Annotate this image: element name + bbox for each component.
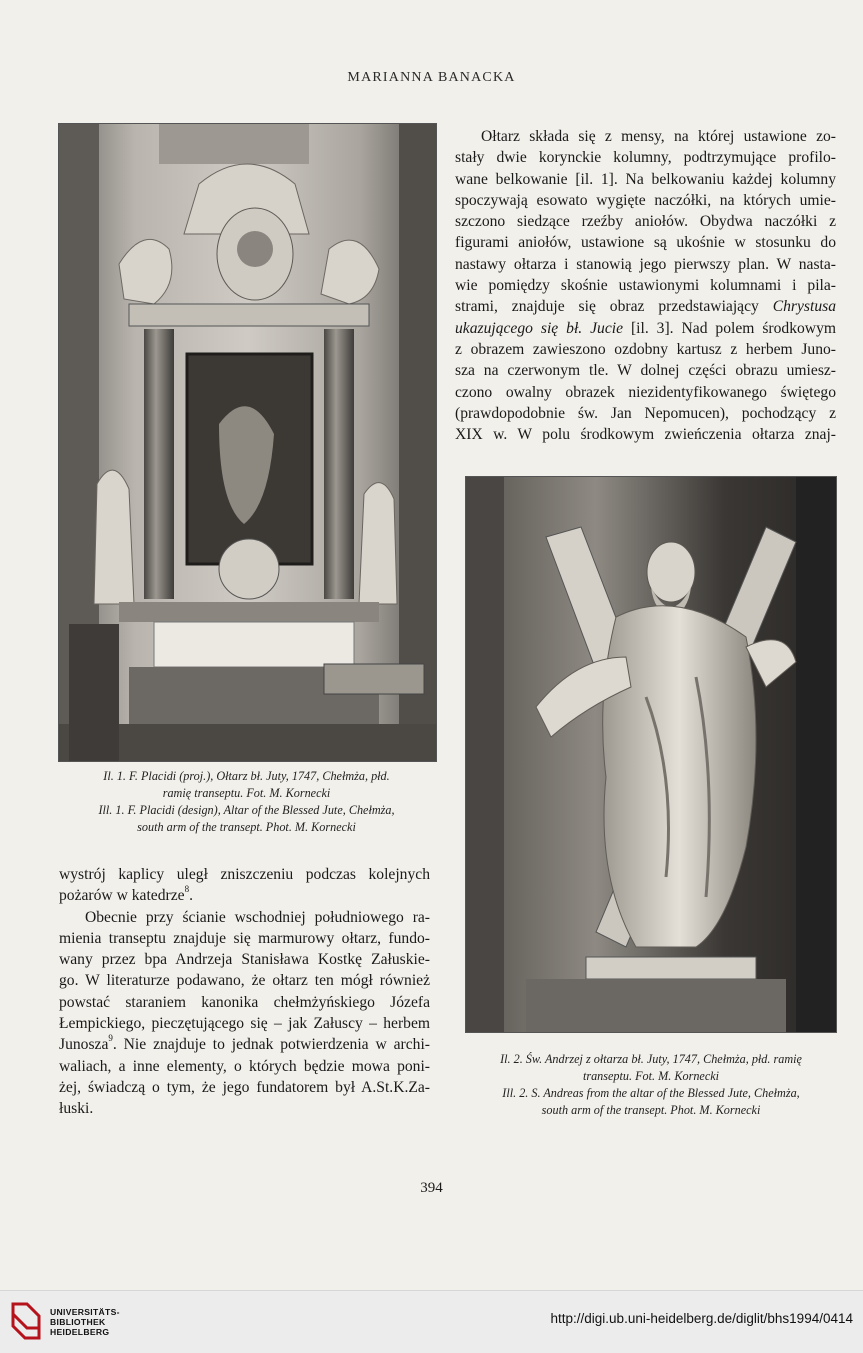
text-line: (prawdopodobnie św. Jan Nepomucen), pochodzący z bbox=[455, 404, 836, 422]
library-logo-text[interactable] bbox=[50, 1307, 120, 1337]
text-line: z obrazem zawieszono ozdobny kartusz z herbem Juno- bbox=[455, 340, 836, 358]
text-line: stały dwie korynckie kolumny, podtrzymujące profilo- bbox=[455, 149, 836, 167]
text-line: pożarów w katedrze$^8$. bbox=[59, 884, 193, 905]
text-line: figurami aniołów, ustawione są ukośnie w stosunku do bbox=[455, 234, 836, 252]
text-line: Ołtarz składa się z mensy, na której ustawione zo- bbox=[481, 128, 836, 145]
logo-line: BIBLIOTHEK bbox=[50, 1317, 106, 1327]
viewer-footer bbox=[0, 1290, 863, 1353]
caption-pl-line: transeptu. Fot. M. Kornecki bbox=[582, 1069, 720, 1083]
text-line: go. W literaturze podawano, że ołtarz ten mógł również bbox=[59, 972, 430, 990]
text-line: czono owalny obrazek niezidentyfikowanego świętego bbox=[455, 383, 836, 401]
text-line: spoczywają esowato wygięte naczółki, na których umie- bbox=[455, 191, 836, 209]
text-line bbox=[59, 1034, 430, 1055]
caption-pl-line: Il. 2. Św. Andrzej z ołtarza bł. Juty, 1747, Chełmża, płd. ramię bbox=[500, 1052, 802, 1066]
text-line: waliach, a inne elementy, o których będzie mowa poni- bbox=[59, 1057, 430, 1075]
altar-photo-illustration bbox=[59, 124, 436, 761]
italic-title: Chrystusa bbox=[772, 298, 836, 316]
caption-pl-line: Il. 1. F. Placidi (proj.), Ołtarz bł. Juty, 1747, Chełmża, płd. bbox=[103, 769, 390, 783]
text-line: łuski. bbox=[59, 1100, 94, 1118]
caption-en-line: Ill. 1. F. Placidi (design), Altar of the Blessed Jute, Chełmża, bbox=[98, 803, 395, 817]
figure-1-caption bbox=[50, 768, 443, 836]
text-segment: . Nie znajduje to jednak potwierdzenia w archi- bbox=[112, 1036, 430, 1054]
running-header: MARIANNA BANACKA bbox=[347, 70, 516, 85]
text-line: wystrój kaplicy uległ zniszczeniu podczas kolejnych bbox=[59, 866, 430, 883]
footnote-ref-8[interactable]: 8 bbox=[184, 884, 190, 895]
logo-line: HEIDELBERG bbox=[50, 1327, 110, 1337]
text-line: szczono siedzące rzeźby aniołów. Obydwa naczółki z bbox=[455, 213, 836, 231]
text-line: Obecnie przy ścianie wschodniej południowego ra- bbox=[85, 908, 430, 926]
figure-2-caption bbox=[462, 1051, 840, 1119]
page-number: 394 bbox=[420, 1180, 443, 1196]
caption-en-line: Ill. 2. S. Andreas from the altar of the Blessed Jute, Chełmża, bbox=[502, 1086, 800, 1100]
text-line: Łempickiego, pieczętującego się – jak Załuscy – herbem bbox=[59, 1015, 430, 1033]
text-line: mienia transeptu znajduje się marmurowy ołtarz, fundo- bbox=[59, 929, 430, 947]
text-line: wie pomiędzy skośnie ustawionymi kolumnami i pila- bbox=[455, 277, 836, 295]
text-segment: Junosza bbox=[59, 1036, 109, 1054]
italic-title: ukazującego się bł. Jucie bbox=[455, 319, 624, 337]
text-line: powstać staraniem kanonika chełmżyńskiego Józefa bbox=[59, 993, 430, 1011]
logo-line: UNIVERSITÄTS- bbox=[50, 1307, 120, 1317]
left-column-text bbox=[59, 864, 430, 1120]
caption-pl-line: ramię transeptu. Fot. M. Kornecki bbox=[162, 786, 331, 800]
text-segment: [il. 3]. Nad polem środkowym bbox=[623, 319, 836, 337]
text-line: wane belkowanie [il. 1]. Na belkowaniu każdej kolumny bbox=[455, 170, 836, 188]
caption-en-line: south arm of the transept. Phot. M. Kornecki bbox=[137, 820, 356, 834]
text-line: XIX w. W polu środkowym zwieńczenia ołtarza znaj- bbox=[455, 426, 836, 444]
figure-1-altar-photo bbox=[58, 123, 437, 762]
text-segment: strami, znajduje się obraz przedstawiający bbox=[455, 298, 759, 316]
text-segment: pożarów w katedrze bbox=[59, 887, 185, 905]
text-line: wany przez bpa Andrzeja Stanisława Kostkę Załuskie- bbox=[59, 951, 430, 969]
footnote-ref-9[interactable]: 9 bbox=[108, 1033, 113, 1044]
text-line bbox=[455, 318, 836, 339]
text-line: żej, świadczą o tym, że jego fundatorem był A.St.K.Za- bbox=[59, 1078, 430, 1096]
library-logo-icon[interactable] bbox=[9, 1300, 43, 1342]
text-line: sza na czerwonym tle. W dolnej części obrazu umiesz- bbox=[455, 362, 836, 380]
text-line bbox=[455, 296, 836, 317]
right-column-text bbox=[455, 126, 836, 445]
statue-photo-illustration bbox=[466, 477, 836, 1032]
permalink-url[interactable]: http://digi.ub.uni-heidelberg.de/diglit/bhs1994/0414 bbox=[550, 1311, 853, 1326]
text-line: nastawy ołtarza i stanowią jego pierwszy plan. W nasta- bbox=[455, 255, 836, 273]
figure-2-statue-photo bbox=[465, 476, 837, 1033]
caption-en-line: south arm of the transept. Phot. M. Kornecki bbox=[541, 1103, 761, 1117]
